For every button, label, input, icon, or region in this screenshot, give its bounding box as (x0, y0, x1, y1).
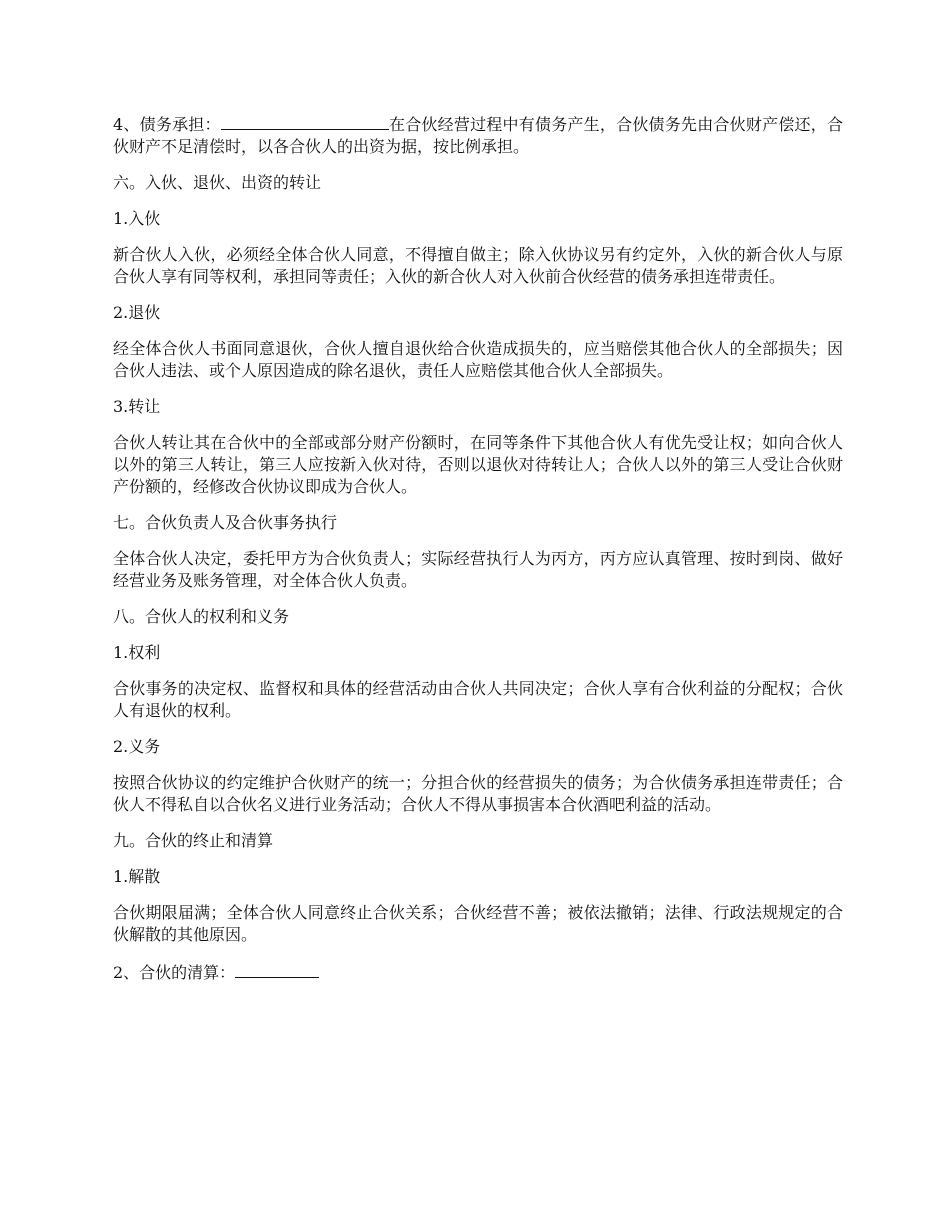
debt-clause (113, 112, 843, 158)
section-6-1-text: 新合伙人入伙，必须经全体合伙人同意，不得擅自做主；除入伙协议另有约定外，入伙的新合伙人与原合伙人享有同等权利，承担同等责任；入伙的新合伙人对入伙前合伙经营的债务承担连带责任。 (113, 245, 843, 286)
section-8-1-heading: 1.权利 (113, 643, 161, 662)
liquidation-blank (235, 960, 319, 978)
section-6-heading: 六。入伙、退伙、出资的转让 (113, 173, 322, 192)
section-9-1-text: 合伙期限届满；全体合伙人同意终止合伙关系；合伙经营不善；被依法撤销；法律、行政法规规定的合伙解散的其他原因。 (113, 903, 843, 944)
section-8-heading: 八。合伙人的权利和义务 (113, 607, 290, 626)
section-6-2-text: 经全体合伙人书面同意退伙，合伙人擅自退伙给合伙造成损失的，应当赔偿其他合伙人的全部损失；因合伙人违法、或个人原因造成的除名退伙，责任人应赔偿其他合伙人全部损失。 (113, 339, 843, 380)
section-6-3-text: 合伙人转让其在合伙中的全部或部分财产份额时，在同等条件下其他合伙人有优先受让权；如向合伙人以外的第三人转让，第三人应按新入伙对待，否则以退伙对待转让人；合伙人以外的第三人受让合伙财产份额的，经修改合伙协议即成为合伙人。 (113, 433, 843, 496)
section-9-2-label: 2、合伙的清算： (113, 963, 236, 982)
document-body (113, 112, 843, 998)
section-6-2-heading: 2.退伙 (113, 303, 161, 322)
section-8-2-heading: 2.义务 (113, 737, 161, 756)
section-7-heading: 七。合伙负责人及合伙事务执行 (113, 513, 338, 532)
debt-clause-text: 在合伙经营过程中有债务产生，合伙债务先由合伙财产偿还，合伙财产不足清偿时，以各合伙人的出资为据，按比例承担。 (113, 115, 843, 156)
debt-clause-label: 4、债务承担： (113, 115, 221, 134)
debt-blank (221, 112, 389, 130)
section-8-1-text: 合伙事务的决定权、监督权和具体的经营活动由合伙人共同决定；合伙人享有合伙利益的分配权；合伙人有退伙的权利。 (113, 679, 843, 720)
section-9-1-heading: 1.解散 (113, 867, 161, 886)
section-6-3-heading: 3.转让 (113, 397, 161, 416)
section-9-2-line (113, 960, 843, 984)
section-6-1-heading: 1.入伙 (113, 209, 161, 228)
section-7-text: 全体合伙人决定，委托甲方为合伙负责人；实际经营执行人为丙方，丙方应认真管理、按时到岗、做好经营业务及账务管理，对全体合伙人负责。 (113, 549, 843, 590)
section-9-heading: 九。合伙的终止和清算 (113, 831, 274, 850)
section-8-2-text: 按照合伙协议的约定维护合伙财产的统一；分担合伙的经营损失的债务；为合伙债务承担连带责任；合伙人不得私自以合伙名义进行业务活动；合伙人不得从事损害本合伙酒吧利益的活动。 (113, 773, 843, 814)
